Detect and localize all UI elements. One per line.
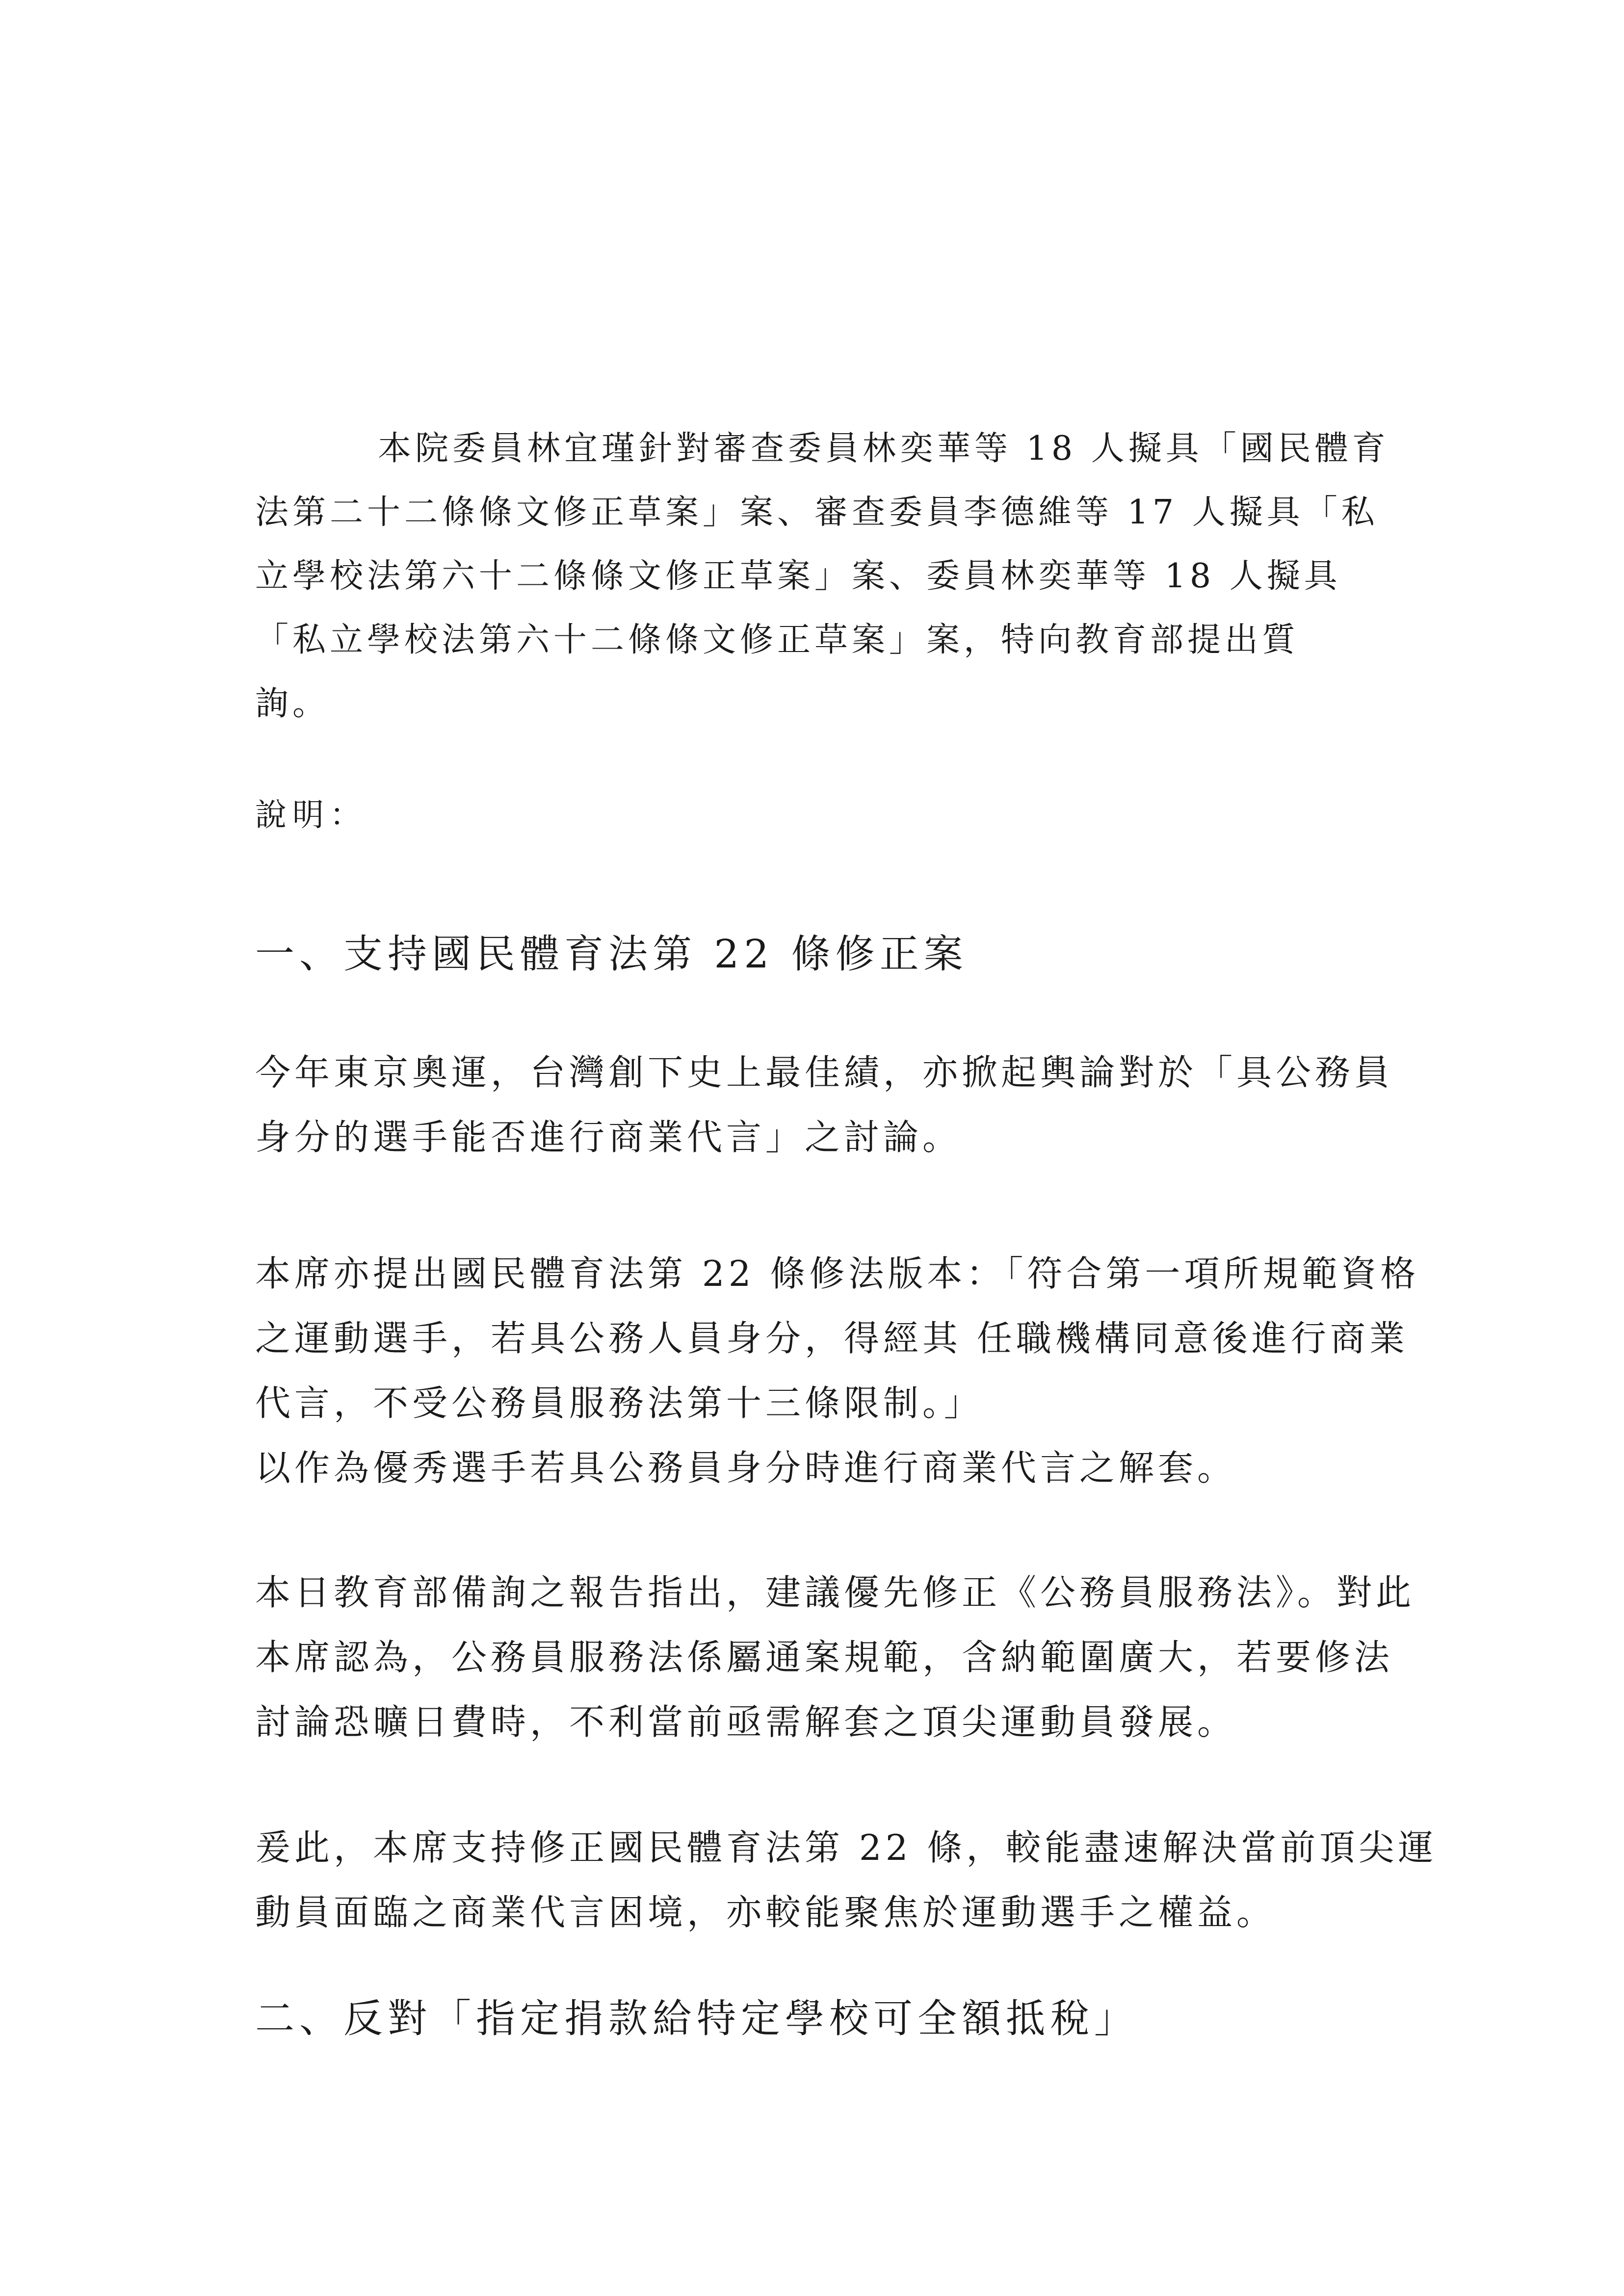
paragraph-line: 本席亦提出國民體育法第 22 條修法版本：「符合第一項所規範資格 (255, 1253, 1420, 1294)
paragraph-line: 以作為優秀選手若具公務員身分時進行商業代言之解套。 (255, 1447, 1237, 1488)
paragraph-line: 本日教育部備詢之報告指出，建議優先修正《公務員服務法》。對此 (255, 1572, 1415, 1613)
section-1-paragraph-4 (255, 1815, 1438, 1945)
paragraph-line: 動員面臨之商業代言困境，亦較能聚焦於運動選手之權益。 (255, 1892, 1276, 1933)
section-2-heading: 二、反對「指定捐款給特定學校可全額抵稅」 (255, 1996, 1138, 2041)
paragraph-line: 今年東京奧運，台灣創下史上最佳績，亦掀起輿論對於「具公務員 (255, 1052, 1394, 1093)
explanation-label: 說明： (255, 797, 367, 834)
section-1-paragraph-2 (255, 1241, 1423, 1500)
paragraph-line: 討論恐曠日費時，不利當前亟需解套之頂尖運動員發展。 (255, 1701, 1237, 1743)
paragraph-line: 本席認為，公務員服務法係屬通案規範，含納範圍廣大，若要修法 (255, 1637, 1394, 1678)
paragraph-line: 代言，不受公務員服務法第十三條限制。」 (255, 1383, 984, 1424)
intro-line: 詢。 (255, 684, 330, 723)
paragraph-line: 之運動選手，若具公務人員身分，得經其 任職機構同意後進行商業 (255, 1318, 1409, 1359)
section-1-paragraph-3 (255, 1560, 1423, 1754)
section-1-paragraph-1 (255, 1040, 1423, 1170)
paragraph-line: 爰此，本席支持修正國民體育法第 22 條，較能盡速解決當前頂尖運 (255, 1827, 1438, 1868)
paragraph-line: 身分的選手能否進行商業代言」之討論。 (255, 1117, 962, 1158)
intro-line: 「私立學校法第六十二條條文修正草案」案，特向教育部提出質 (255, 621, 1300, 659)
intro-line: 本院委員林宜瑾針對審查委員林奕華等 18 人擬具「國民體育 (378, 429, 1389, 468)
intro-line: 立學校法第六十二條條文修正草案」案、委員林奕華等 18 人擬具 (255, 557, 1341, 596)
section-1-heading: 一、支持國民體育法第 22 條修正案 (255, 931, 968, 977)
intro-paragraph (255, 417, 1423, 736)
intro-line: 法第二十二條條文修正草案」案、審查委員李德維等 17 人擬具「私 (255, 493, 1379, 532)
